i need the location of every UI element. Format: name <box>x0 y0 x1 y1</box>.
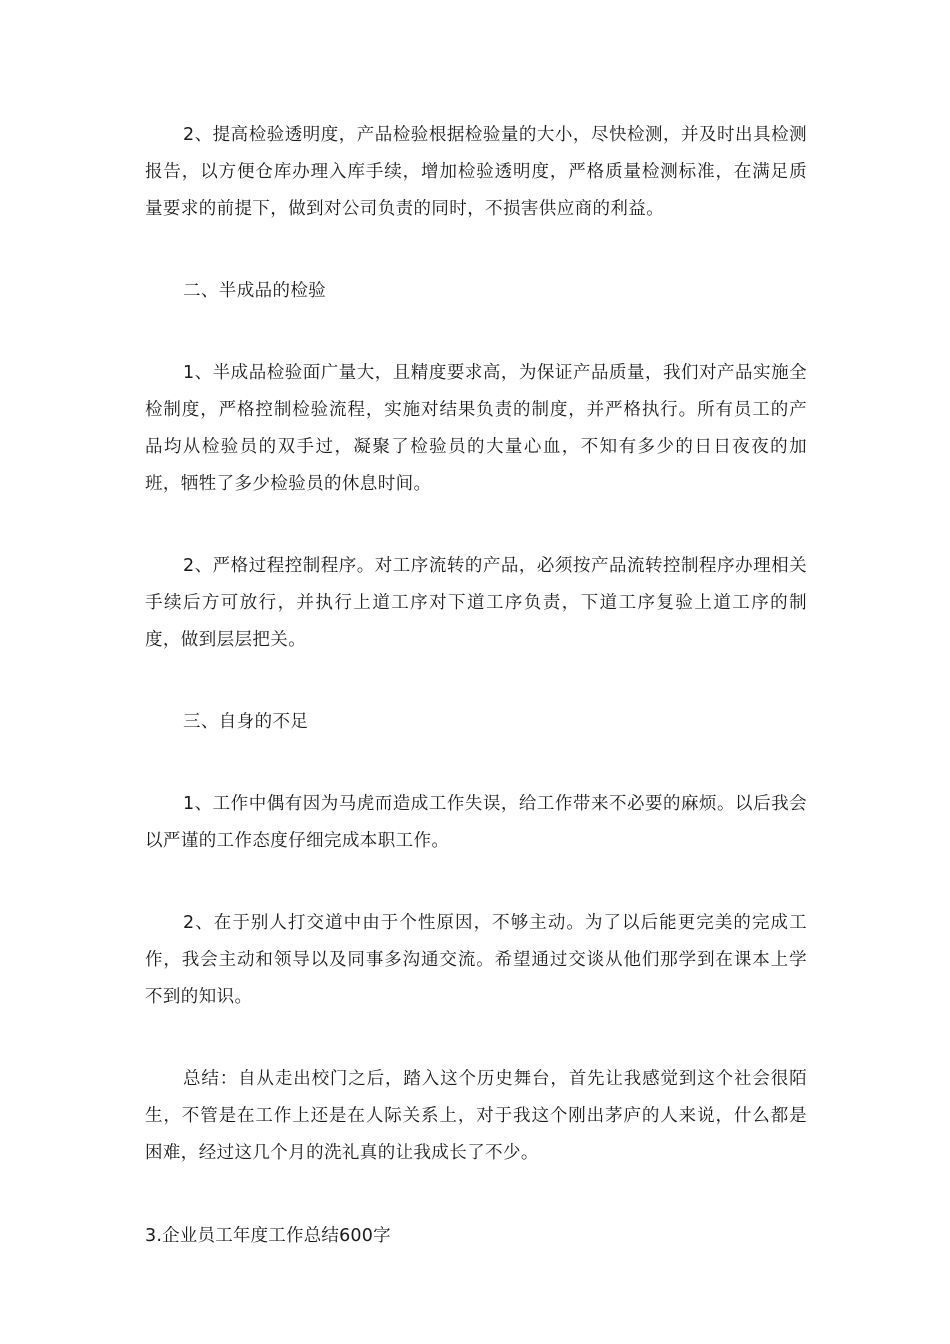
section-title-annual-summary: 3.企业员工年度工作总结600字 <box>145 1226 391 1246</box>
document-body <box>145 117 807 1255</box>
paragraph-full-inspection: 1、半成品检验面广量大，且精度要求高，为保证产品质量，我们对产品实施全检制度，严格控制检验流程，实施对结果负责的制度，并严格执行。所有员工的产品均从检验员的双手过，凝聚了检验员的大量心血，不知有多少的日日夜夜的加班，牺牲了多少检验员的休息时间。 <box>145 363 807 494</box>
heading-semi-finished-inspection: 二、半成品的检验 <box>183 281 327 301</box>
paragraph-process-control: 2、严格过程控制程序。对工序流转的产品，必须按产品流转控制程序办理相关手续后方可放行，并执行上道工序对下道工序负责，下道工序复验上道工序的制度，做到层层把关。 <box>145 556 807 650</box>
paragraph-inspection-transparency: 2、提高检验透明度，产品检验根据检验量的大小，尽快检测，并及时出具检测报告，以方便仓库办理入库手续，增加检验透明度，严格质量检测标准，在满足质量要求的前提下，做到对公司负责的同时，不损害供应商的利益。 <box>145 125 807 219</box>
paragraph-summary: 总结：自从走出校门之后，踏入这个历史舞台，首先让我感觉到这个社会很陌生，不管是在工作上还是在人际关系上，对于我这个刚出茅庐的人来说，什么都是困难，经过这几个月的洗礼真的让我成长了不少。 <box>145 1069 807 1163</box>
paragraph-communication: 2、在于别人打交道中由于个性原因，不够主动。为了以后能更完美的完成工作，我会主动和领导以及同事多沟通交流。希望通过交谈从他们那学到在课本上学不到的知识。 <box>145 913 807 1007</box>
paragraph-carelessness: 1、工作中偶有因为马虎而造成工作失误，给工作带来不必要的麻烦。以后我会以严谨的工作态度仔细完成本职工作。 <box>145 794 807 851</box>
heading-shortcomings: 三、自身的不足 <box>183 712 309 732</box>
